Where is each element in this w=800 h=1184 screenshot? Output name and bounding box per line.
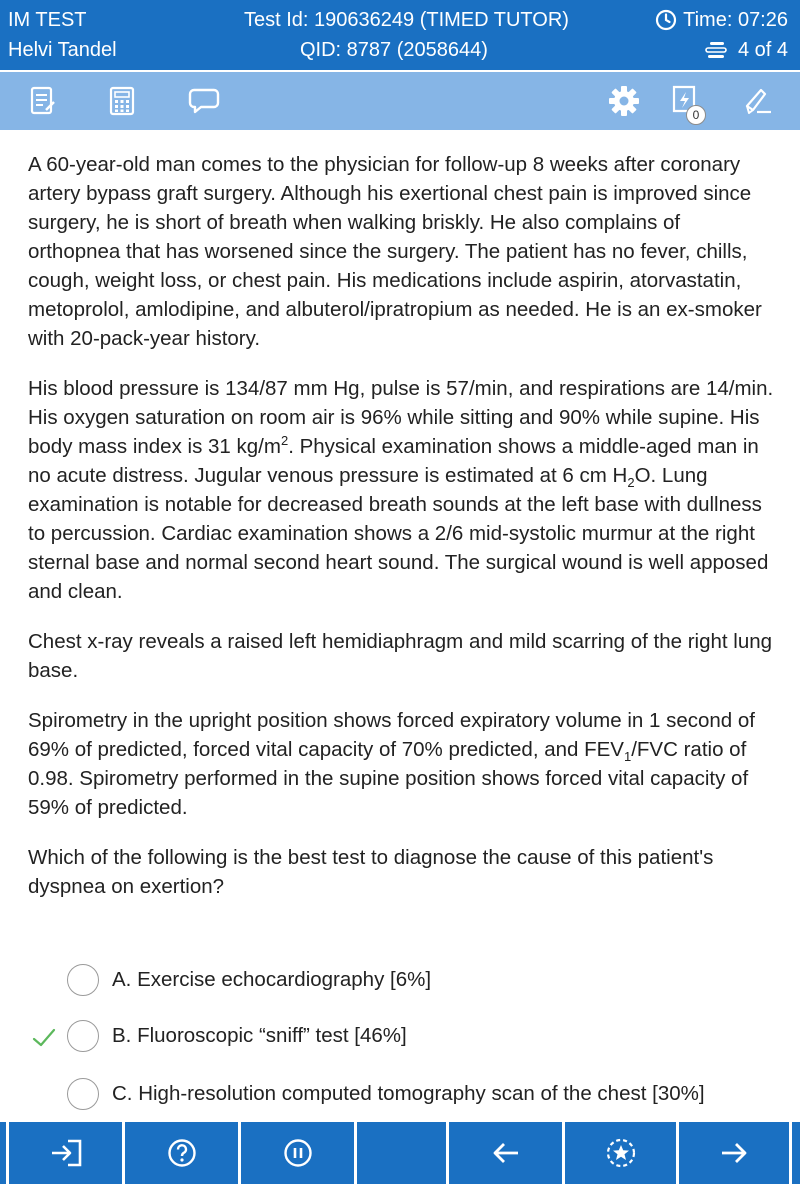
previous-button[interactable] [449, 1122, 562, 1184]
settings-button[interactable] [606, 83, 642, 119]
exit-button[interactable] [9, 1122, 122, 1184]
settings-icon [608, 85, 640, 117]
bottom-navigation [0, 1122, 800, 1184]
question-counter[interactable] [704, 38, 788, 62]
review-icon [605, 1137, 637, 1169]
question-paragraph: Spirometry in the upright position shows forced expiratory volume in 1 second of 69% of predicted, forced vital capacity of 70% predicted, and $FEV_1$/FVC ratio of 0.98. Spirometry performed in the supine position shows forced vital capacity of 59% of predicted. [28, 709, 755, 819]
clock-icon [655, 9, 677, 31]
flashcard-count-badge: 0 [686, 105, 706, 125]
calculator-icon [109, 86, 135, 116]
previous-arrow-icon [491, 1139, 521, 1167]
next-arrow-icon [719, 1139, 749, 1167]
help-icon [167, 1138, 197, 1168]
notes-button[interactable] [25, 83, 61, 119]
highlight-icon [743, 86, 773, 116]
pause-button[interactable] [241, 1122, 354, 1184]
question-paragraph: His blood pressure is 134/87 mm Hg, pulse is 57/min, and respirations are 14/min. His oxygen saturation on room air is 96% while sitting and 90% while supine. His body mass index is 31 $kg/m^2$. Physical examination shows a middle-aged man in no acute distress. Jugular venous pressure is estimated at 6 cm $H_2O$. Lung examination is notable for decreased breath sounds at the left base with dullness to percussion. Cardiac examination shows a 2/6 mid-systolic murmur at the right sternal base and normal second heart sound. The surgical wound is well apposed and clean. [28, 377, 774, 603]
correct-check-icon [32, 1026, 56, 1050]
answer-radio[interactable] [67, 1020, 99, 1052]
app-name: IM TEST [8, 9, 87, 31]
answer-label: C. High-resolution computed tomography scan of the chest [30%] [112, 1082, 705, 1105]
question-paragraph: Chest x-ray reveals a raised left hemidiaphragm and mild scarring of the right lung base. [28, 630, 773, 682]
answer-radio[interactable] [67, 1078, 99, 1110]
feedback-icon [188, 87, 220, 115]
test-id: Test Id: 190636249 (TIMED TUTOR) [244, 9, 569, 31]
toolbar [0, 72, 800, 130]
notes-icon [29, 86, 57, 116]
nav-divider [789, 1122, 792, 1184]
question-id: QID: 8787 (2058644) [300, 39, 488, 61]
time-value: Time: 07:26 [683, 9, 788, 31]
answer-option-b[interactable] [0, 1018, 800, 1058]
nav-divider [354, 1122, 357, 1184]
user-name: Helvi Tandel [8, 39, 117, 61]
help-button[interactable] [125, 1122, 238, 1184]
answer-option-c[interactable] [0, 1076, 800, 1116]
question-stem: Which of the following is the best test to diagnose the cause of this patient's dyspnea on exertion? [28, 846, 714, 898]
review-button[interactable] [565, 1122, 676, 1184]
answer-option-a[interactable] [0, 962, 800, 1002]
highlight-button[interactable] [740, 83, 776, 119]
question-list-icon [704, 41, 728, 59]
exit-icon [48, 1138, 84, 1168]
timer [655, 8, 788, 32]
feedback-button[interactable] [186, 83, 222, 119]
question-count-value: 4 of 4 [737, 39, 788, 61]
answer-radio[interactable] [67, 964, 99, 996]
answer-label: B. Fluoroscopic “sniff” test [46%] [112, 1024, 407, 1047]
question-paragraph: A 60-year-old man comes to the physician for follow-up 8 weeks after coronary artery bypass graft surgery. Although his exertional chest pain is improved since surgery, he is short of breath when walking briskly. He also complains of orthopnea that has worsened since the surgery. The patient has no fever, chills, cough, weight loss, or chest pain. His medications include aspirin, atorvastatin, metoprolol, amlodipine, and albuterol/ipratropium as needed. He is an ex-smoker with 20-pack-year history. [28, 153, 762, 350]
calculator-button[interactable] [104, 83, 140, 119]
answer-label: A. Exercise echocardiography [6%] [112, 968, 432, 991]
pause-icon [283, 1138, 313, 1168]
question-body [28, 150, 778, 922]
test-header [0, 0, 800, 70]
next-button[interactable] [679, 1122, 789, 1184]
